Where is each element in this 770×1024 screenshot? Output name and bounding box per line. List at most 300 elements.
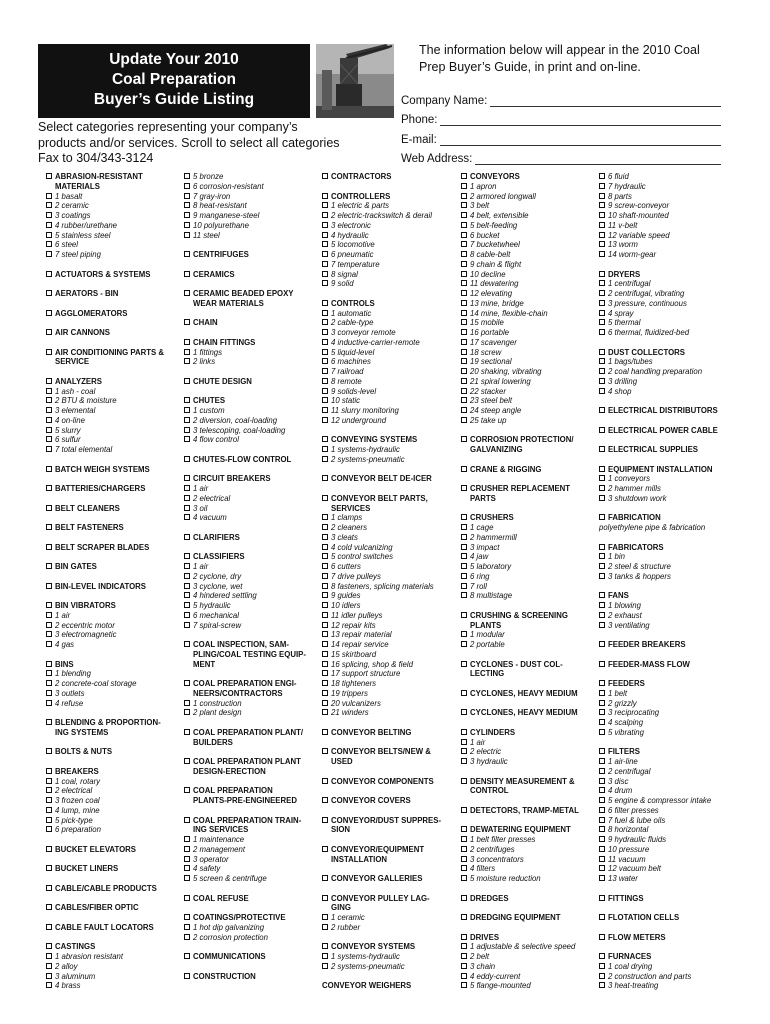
checkbox-icon[interactable] [46,904,52,910]
checkbox-icon[interactable] [461,241,467,247]
subcategory-option[interactable] [322,552,458,562]
subcategory-option[interactable] [599,981,735,991]
checkbox-icon[interactable] [46,807,52,813]
subcategory-option[interactable] [599,816,735,826]
category-option[interactable] [46,718,178,728]
subcategory-option[interactable] [599,962,735,972]
checkbox-icon[interactable] [184,534,190,540]
subcategory-option[interactable] [322,523,458,533]
subcategory-option[interactable] [599,240,735,250]
subcategory-option[interactable] [599,718,735,728]
checkbox-icon[interactable] [322,631,328,637]
checkbox-icon[interactable] [184,895,190,901]
checkbox-icon[interactable] [322,417,328,423]
category-option[interactable] [184,318,318,328]
checkbox-icon[interactable] [461,778,467,784]
subcategory-option[interactable] [599,484,735,494]
checkbox-icon[interactable] [46,982,52,988]
checkbox-icon[interactable] [46,690,52,696]
subcategory-option[interactable] [184,572,318,582]
subcategory-option[interactable] [184,211,318,221]
subcategory-option[interactable] [461,338,595,348]
checkbox-icon[interactable] [46,768,52,774]
subcategory-option[interactable] [46,981,178,991]
subcategory-option[interactable] [46,952,178,962]
checkbox-icon[interactable] [599,602,605,608]
checkbox-icon[interactable] [322,202,328,208]
subcategory-option[interactable] [461,747,595,757]
subcategory-option[interactable] [184,845,318,855]
category-option[interactable] [46,377,178,387]
category-option[interactable] [599,465,735,475]
checkbox-icon[interactable] [322,397,328,403]
checkbox-icon[interactable] [322,456,328,462]
checkbox-icon[interactable] [599,329,605,335]
checkbox-icon[interactable] [184,397,190,403]
checkbox-icon[interactable] [461,329,467,335]
subcategory-option[interactable] [461,357,595,367]
subcategory-option[interactable] [322,240,458,250]
checkbox-icon[interactable] [322,817,328,823]
subcategory-option[interactable] [461,240,595,250]
checkbox-icon[interactable] [461,251,467,257]
category-option[interactable] [322,796,458,806]
checkbox-icon[interactable] [46,778,52,784]
checkbox-icon[interactable] [461,758,467,764]
checkbox-icon[interactable] [322,553,328,559]
checkbox-icon[interactable] [46,953,52,959]
checkbox-icon[interactable] [322,407,328,413]
category-option[interactable] [599,348,735,358]
checkbox-icon[interactable] [322,544,328,550]
subcategory-option[interactable] [184,192,318,202]
category-option[interactable] [599,679,735,689]
checkbox-icon[interactable] [46,290,52,296]
subcategory-option[interactable] [46,445,178,455]
category-option[interactable] [46,172,178,182]
subcategory-option[interactable] [599,377,735,387]
checkbox-icon[interactable] [322,368,328,374]
checkbox-icon[interactable] [599,846,605,852]
category-option[interactable] [184,474,318,484]
category-option[interactable] [46,660,178,670]
category-option[interactable] [599,426,735,436]
checkbox-icon[interactable] [599,271,605,277]
subcategory-option[interactable] [599,221,735,231]
subcategory-option[interactable] [599,777,735,787]
checkbox-icon[interactable] [599,768,605,774]
category-option[interactable] [461,933,595,943]
checkbox-icon[interactable] [322,924,328,930]
subcategory-option[interactable] [599,864,735,874]
checkbox-icon[interactable] [599,641,605,647]
subcategory-option[interactable] [461,591,595,601]
subcategory-option[interactable] [322,309,458,319]
checkbox-icon[interactable] [599,446,605,452]
checkbox-icon[interactable] [184,475,190,481]
checkbox-icon[interactable] [461,193,467,199]
category-option[interactable] [461,172,595,182]
checkbox-icon[interactable] [322,709,328,715]
subcategory-option[interactable] [46,221,178,231]
checkbox-icon[interactable] [46,397,52,403]
subcategory-option[interactable] [599,689,735,699]
checkbox-icon[interactable] [184,183,190,189]
subcategory-option[interactable] [46,240,178,250]
checkbox-icon[interactable] [599,222,605,228]
checkbox-icon[interactable] [46,466,52,472]
subcategory-option[interactable] [322,416,458,426]
checkbox-icon[interactable] [461,865,467,871]
subcategory-option[interactable] [322,913,458,923]
checkbox-icon[interactable] [599,592,605,598]
subcategory-option[interactable] [461,299,595,309]
checkbox-icon[interactable] [461,339,467,345]
subcategory-option[interactable] [599,786,735,796]
subcategory-option[interactable] [322,650,458,660]
category-option[interactable] [461,435,595,445]
subcategory-option[interactable] [461,855,595,865]
subcategory-option[interactable] [46,406,178,416]
subcategory-option[interactable] [599,757,735,767]
checkbox-icon[interactable] [184,407,190,413]
checkbox-icon[interactable] [322,602,328,608]
checkbox-icon[interactable] [461,739,467,745]
checkbox-icon[interactable] [46,885,52,891]
checkbox-icon[interactable] [599,280,605,286]
subcategory-option[interactable] [461,942,595,952]
checkbox-icon[interactable] [184,846,190,852]
subcategory-option[interactable] [322,708,458,718]
subcategory-option[interactable] [322,221,458,231]
subcategory-option[interactable] [599,728,735,738]
subcategory-option[interactable] [322,679,458,689]
subcategory-option[interactable] [599,855,735,865]
checkbox-icon[interactable] [461,183,467,189]
checkbox-icon[interactable] [461,573,467,579]
checkbox-icon[interactable] [322,495,328,501]
subcategory-option[interactable] [599,767,735,777]
checkbox-icon[interactable] [461,407,467,413]
subcategory-option[interactable] [599,825,735,835]
checkbox-icon[interactable] [599,427,605,433]
checkbox-icon[interactable] [461,534,467,540]
checkbox-icon[interactable] [184,339,190,345]
subcategory-option[interactable] [184,923,318,933]
subcategory-option[interactable] [46,777,178,787]
subcategory-option[interactable] [322,357,458,367]
checkbox-icon[interactable] [322,953,328,959]
subcategory-option[interactable] [46,699,178,709]
checkbox-icon[interactable] [461,709,467,715]
checkbox-icon[interactable] [599,378,605,384]
subcategory-option[interactable] [184,933,318,943]
subcategory-option[interactable] [599,182,735,192]
subcategory-option[interactable] [322,513,458,523]
subcategory-option[interactable] [46,825,178,835]
checkbox-icon[interactable] [46,436,52,442]
checkbox-icon[interactable] [46,943,52,949]
checkbox-icon[interactable] [46,973,52,979]
category-option[interactable] [461,728,595,738]
checkbox-icon[interactable] [599,202,605,208]
checkbox-icon[interactable] [461,514,467,520]
subcategory-option[interactable] [322,396,458,406]
checkbox-icon[interactable] [46,670,52,676]
checkbox-icon[interactable] [184,583,190,589]
checkbox-icon[interactable] [46,193,52,199]
checkbox-icon[interactable] [599,319,605,325]
checkbox-icon[interactable] [461,358,467,364]
checkbox-icon[interactable] [184,485,190,491]
subcategory-option[interactable] [184,562,318,572]
subcategory-option[interactable] [599,611,735,621]
subcategory-option[interactable] [46,231,178,241]
checkbox-icon[interactable] [461,914,467,920]
category-option[interactable] [599,513,735,523]
checkbox-icon[interactable] [461,300,467,306]
category-option[interactable] [46,582,178,592]
checkbox-icon[interactable] [184,700,190,706]
category-option[interactable] [46,562,178,572]
checkbox-icon[interactable] [322,690,328,696]
checkbox-icon[interactable] [322,329,328,335]
checkbox-icon[interactable] [184,358,190,364]
subcategory-option[interactable] [184,231,318,241]
checkbox-icon[interactable] [461,612,467,618]
category-option[interactable] [599,591,735,601]
checkbox-icon[interactable] [461,943,467,949]
category-option[interactable] [599,933,735,943]
checkbox-icon[interactable] [322,524,328,530]
web-address-line[interactable] [475,155,721,165]
checkbox-icon[interactable] [46,748,52,754]
checkbox-icon[interactable] [184,514,190,520]
checkbox-icon[interactable] [322,280,328,286]
subcategory-option[interactable] [322,582,458,592]
category-option[interactable] [322,494,458,504]
checkbox-icon[interactable] [461,349,467,355]
checkbox-icon[interactable] [322,622,328,628]
checkbox-icon[interactable] [322,592,328,598]
checkbox-icon[interactable] [599,729,605,735]
checkbox-icon[interactable] [599,349,605,355]
checkbox-icon[interactable] [322,914,328,920]
checkbox-icon[interactable] [599,358,605,364]
checkbox-icon[interactable] [322,612,328,618]
checkbox-icon[interactable] [46,212,52,218]
subcategory-option[interactable] [322,231,458,241]
checkbox-icon[interactable] [599,982,605,988]
checkbox-icon[interactable] [184,417,190,423]
checkbox-icon[interactable] [599,748,605,754]
checkbox-icon[interactable] [599,241,605,247]
checkbox-icon[interactable] [46,417,52,423]
checkbox-icon[interactable] [46,310,52,316]
checkbox-icon[interactable] [46,826,52,832]
category-option[interactable] [322,192,458,202]
subcategory-option[interactable] [184,426,318,436]
category-option[interactable] [46,903,178,913]
checkbox-icon[interactable] [599,232,605,238]
subcategory-option[interactable] [46,796,178,806]
subcategory-option[interactable] [46,689,178,699]
subcategory-option[interactable] [461,630,595,640]
checkbox-icon[interactable] [599,622,605,628]
checkbox-icon[interactable] [184,709,190,715]
subcategory-option[interactable] [599,367,735,377]
checkbox-icon[interactable] [322,563,328,569]
checkbox-icon[interactable] [184,602,190,608]
subcategory-option[interactable] [599,279,735,289]
subcategory-option[interactable] [461,533,595,543]
checkbox-icon[interactable] [46,719,52,725]
category-option[interactable] [322,942,458,952]
category-option[interactable] [184,728,318,738]
subcategory-option[interactable] [322,328,458,338]
checkbox-icon[interactable] [461,583,467,589]
checkbox-icon[interactable] [599,719,605,725]
category-option[interactable] [184,913,318,923]
web-address-field[interactable] [401,146,721,166]
checkbox-icon[interactable] [461,417,467,423]
subcategory-option[interactable] [461,377,595,387]
subcategory-option[interactable] [322,260,458,270]
checkbox-icon[interactable] [322,573,328,579]
checkbox-icon[interactable] [184,505,190,511]
category-option[interactable] [46,884,178,894]
category-option[interactable] [461,513,595,523]
checkbox-icon[interactable] [599,895,605,901]
subcategory-option[interactable] [461,864,595,874]
subcategory-option[interactable] [322,367,458,377]
checkbox-icon[interactable] [322,700,328,706]
subcategory-option[interactable] [322,660,458,670]
category-option[interactable] [322,894,458,904]
category-option[interactable] [461,806,595,816]
checkbox-icon[interactable] [184,758,190,764]
checkbox-icon[interactable] [46,388,52,394]
checkbox-icon[interactable] [599,495,605,501]
checkbox-icon[interactable] [599,865,605,871]
checkbox-icon[interactable] [322,729,328,735]
subcategory-option[interactable] [184,201,318,211]
subcategory-option[interactable] [322,533,458,543]
checkbox-icon[interactable] [322,748,328,754]
subcategory-option[interactable] [184,435,318,445]
checkbox-icon[interactable] [322,534,328,540]
checkbox-icon[interactable] [461,807,467,813]
checkbox-icon[interactable] [461,397,467,403]
category-option[interactable] [46,289,178,299]
category-option[interactable] [322,747,458,757]
checkbox-icon[interactable] [184,680,190,686]
checkbox-icon[interactable] [46,622,52,628]
subcategory-option[interactable] [322,270,458,280]
subcategory-option[interactable] [46,669,178,679]
checkbox-icon[interactable] [599,797,605,803]
checkbox-icon[interactable] [599,193,605,199]
subcategory-option[interactable] [599,972,735,982]
subcategory-option[interactable] [46,786,178,796]
checkbox-icon[interactable] [322,651,328,657]
subcategory-option[interactable] [599,192,735,202]
checkbox-icon[interactable] [46,202,52,208]
checkbox-icon[interactable] [461,729,467,735]
checkbox-icon[interactable] [599,836,605,842]
checkbox-icon[interactable] [46,602,52,608]
checkbox-icon[interactable] [599,690,605,696]
subcategory-option[interactable] [461,962,595,972]
checkbox-icon[interactable] [322,943,328,949]
checkbox-icon[interactable] [461,222,467,228]
subcategory-option[interactable] [184,621,318,631]
category-option[interactable] [599,543,735,553]
checkbox-icon[interactable] [46,173,52,179]
subcategory-option[interactable] [46,192,178,202]
checkbox-icon[interactable] [461,690,467,696]
category-option[interactable] [599,270,735,280]
subcategory-option[interactable] [461,260,595,270]
checkbox-icon[interactable] [46,232,52,238]
checkbox-icon[interactable] [599,709,605,715]
subcategory-option[interactable] [184,494,318,504]
checkbox-icon[interactable] [322,300,328,306]
category-option[interactable] [599,640,735,650]
checkbox-icon[interactable] [322,339,328,345]
subcategory-option[interactable] [461,348,595,358]
checkbox-icon[interactable] [322,963,328,969]
category-option[interactable] [46,348,178,358]
subcategory-option[interactable] [322,201,458,211]
category-option[interactable] [46,845,178,855]
checkbox-icon[interactable] [46,700,52,706]
checkbox-icon[interactable] [322,310,328,316]
category-option[interactable] [46,484,178,494]
checkbox-icon[interactable] [184,875,190,881]
subcategory-option[interactable] [46,962,178,972]
checkbox-icon[interactable] [599,407,605,413]
subcategory-option[interactable] [184,348,318,358]
checkbox-icon[interactable] [46,329,52,335]
subcategory-option[interactable] [599,387,735,397]
subcategory-option[interactable] [461,328,595,338]
category-option[interactable] [322,172,458,182]
subcategory-option[interactable] [599,201,735,211]
category-option[interactable] [184,289,318,299]
checkbox-icon[interactable] [461,232,467,238]
checkbox-icon[interactable] [46,787,52,793]
category-option[interactable] [184,757,318,767]
subcategory-option[interactable] [46,416,178,426]
category-option[interactable] [46,309,178,319]
checkbox-icon[interactable] [461,563,467,569]
checkbox-icon[interactable] [184,973,190,979]
checkbox-icon[interactable] [599,290,605,296]
checkbox-icon[interactable] [46,612,52,618]
subcategory-option[interactable] [599,211,735,221]
phone-field[interactable] [401,107,721,127]
checkbox-icon[interactable] [46,505,52,511]
checkbox-icon[interactable] [184,865,190,871]
subcategory-option[interactable] [46,426,178,436]
checkbox-icon[interactable] [184,934,190,940]
subcategory-option[interactable] [461,562,595,572]
checkbox-icon[interactable] [599,183,605,189]
subcategory-option[interactable] [46,250,178,260]
checkbox-icon[interactable] [322,446,328,452]
checkbox-icon[interactable] [184,173,190,179]
